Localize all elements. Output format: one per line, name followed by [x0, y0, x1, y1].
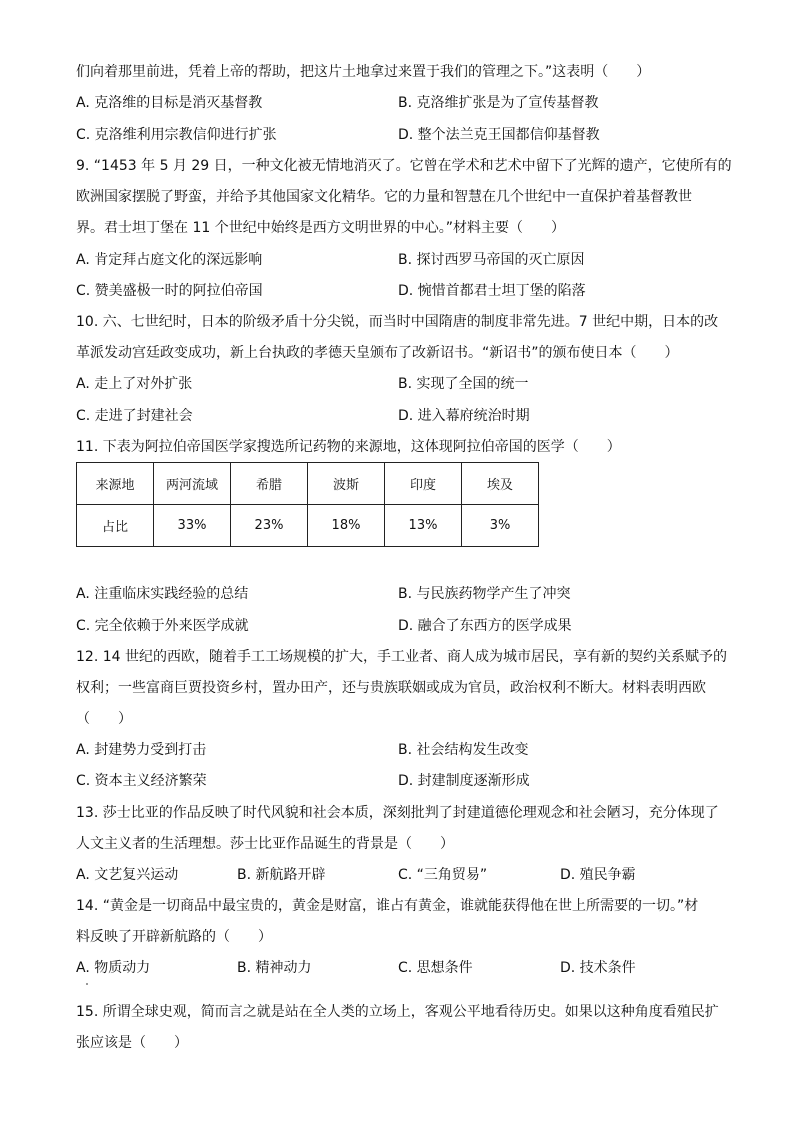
q13-option-a: A. 文艺复兴运动	[76, 867, 179, 883]
q15-stem-line-1: 15. 所谓全球史观，简而言之就是站在全人类的立场上，客观公平地看待历史。如果以这种角度看殖民扩	[76, 1004, 719, 1020]
q14-stem-line-2: 料反映了开辟新航路的（ ）	[76, 929, 272, 945]
q12-stem-line-1: 12. 14 世纪的西欧，随着手工工场规模的扩大，手工业者、商人成为城市居民，享有新的契约关系赋予的	[76, 649, 727, 665]
table-cell: 希腊	[231, 463, 308, 505]
table-cell: 18%	[308, 505, 385, 547]
q10-option-a: A. 走上了对外扩张	[76, 376, 193, 392]
table-cell: 印度	[385, 463, 462, 505]
q9-option-c: C. 赞美盛极一时的阿拉伯帝国	[76, 283, 263, 299]
stray-dot	[86, 983, 88, 985]
q8-option-c: C. 克洛维利用宗教信仰进行扩张	[76, 127, 277, 143]
q14-stem-line-1: 14. “黄金是一切商品中最宝贵的，黄金是财富，谁占有黄金，谁就能获得他在世上所需要的一切。”材	[76, 898, 699, 914]
q12-stem-line-2: 权利；一些富商巨贾投资乡村，置办田产，还与贵族联姻或成为官员，政治权利不断大。材料表明西欧	[76, 680, 706, 696]
table-cell: 23%	[231, 505, 308, 547]
q11-option-a: A. 注重临床实践经验的总结	[76, 586, 249, 602]
table-row	[77, 505, 539, 547]
q10-stem-line-2: 革派发动宫廷政变成功，新上台执政的孝德天皇颁布了改新诏书。“新诏书”的颁布使日本（ ）	[76, 345, 679, 361]
q12-option-a: A. 封建势力受到打击	[76, 742, 207, 758]
table-cell: 波斯	[308, 463, 385, 505]
q8-option-b: B. 克洛维扩张是为了宣传基督教	[398, 95, 599, 111]
q10-stem-line-1: 10. 六、七世纪时，日本的阶级矛盾十分尖锐，而当时中国隋唐的制度非常先进。7 世纪中期，日本的改	[76, 314, 719, 330]
q8-stem-tail: 们向着那里前进，凭着上帝的帮助，把这片土地拿过来置于我们的管理之下。”这表明（ ）	[76, 64, 651, 80]
table-cell: 13%	[385, 505, 462, 547]
table-header-row	[77, 463, 539, 505]
table-cell: 33%	[154, 505, 231, 547]
q10-option-c: C. 走进了封建社会	[76, 408, 193, 424]
q9-stem-line-3: 界。君士坦丁堡在 11 个世纪中始终是西方文明世界的中心。”材料主要（ ）	[76, 220, 565, 236]
q9-option-d: D. 惋惜首都君士坦丁堡的陷落	[398, 283, 586, 299]
q11-option-b: B. 与民族药物学产生了冲突	[398, 586, 571, 602]
q13-option-c: C. “三角贸易”	[398, 867, 488, 883]
q11-stem: 11. 下表为阿拉伯帝国医学家搜选所记药物的来源地，这体现阿拉伯帝国的医学（ ）	[76, 439, 621, 455]
q9-stem-line-1: 9. “1453 年 5 月 29 日，一种文化被无情地消灭了。它曾在学术和艺术中留下了光辉的遗产，它使所有的	[76, 158, 732, 174]
q8-option-d: D. 整个法兰克王国都信仰基督教	[398, 127, 600, 143]
q9-stem-line-2: 欧洲国家摆脱了野蛮，并给予其他国家文化精华。它的力量和智慧在几个世纪中一直保护着基督教世	[76, 189, 692, 205]
q11-option-c: C. 完全依赖于外来医学成就	[76, 618, 249, 634]
q12-option-b: B. 社会结构发生改变	[398, 742, 529, 758]
table-cell: 两河流域	[154, 463, 231, 505]
q14-option-a: A. 物质动力	[76, 960, 151, 976]
medicine-source-table	[76, 462, 539, 547]
q13-option-b: B. 新航路开辟	[237, 867, 326, 883]
q10-option-b: B. 实现了全国的统一	[398, 376, 529, 392]
q9-option-b: B. 探讨西罗马帝国的灭亡原因	[398, 252, 585, 268]
q15-stem-line-2: 张应该是（ ）	[76, 1035, 188, 1051]
table-cell: 3%	[462, 505, 539, 547]
table-cell: 来源地	[77, 463, 154, 505]
table-cell: 占比	[77, 505, 154, 547]
q13-stem-line-2: 人文主义者的生活理想。莎士比亚作品诞生的背景是（ ）	[76, 836, 454, 852]
q13-stem-line-1: 13. 莎士比亚的作品反映了时代风貌和社会本质，深刻批判了封建道德伦理观念和社会陋习，充分体现了	[76, 805, 719, 821]
q14-option-b: B. 精神动力	[237, 960, 312, 976]
q8-option-a: A. 克洛维的目标是消灭基督教	[76, 95, 263, 111]
q13-option-d: D. 殖民争霸	[560, 867, 636, 883]
q11-option-d: D. 融合了东西方的医学成果	[398, 618, 572, 634]
table-cell: 埃及	[462, 463, 539, 505]
q12-stem-line-3: （ ）	[76, 711, 132, 727]
q12-option-d: D. 封建制度逐渐形成	[398, 773, 530, 789]
q14-option-c: C. 思想条件	[398, 960, 473, 976]
q12-option-c: C. 资本主义经济繁荣	[76, 773, 207, 789]
q14-option-d: D. 技术条件	[560, 960, 636, 976]
q10-option-d: D. 进入幕府统治时期	[398, 408, 530, 424]
q9-option-a: A. 肯定拜占庭文化的深远影响	[76, 252, 263, 268]
